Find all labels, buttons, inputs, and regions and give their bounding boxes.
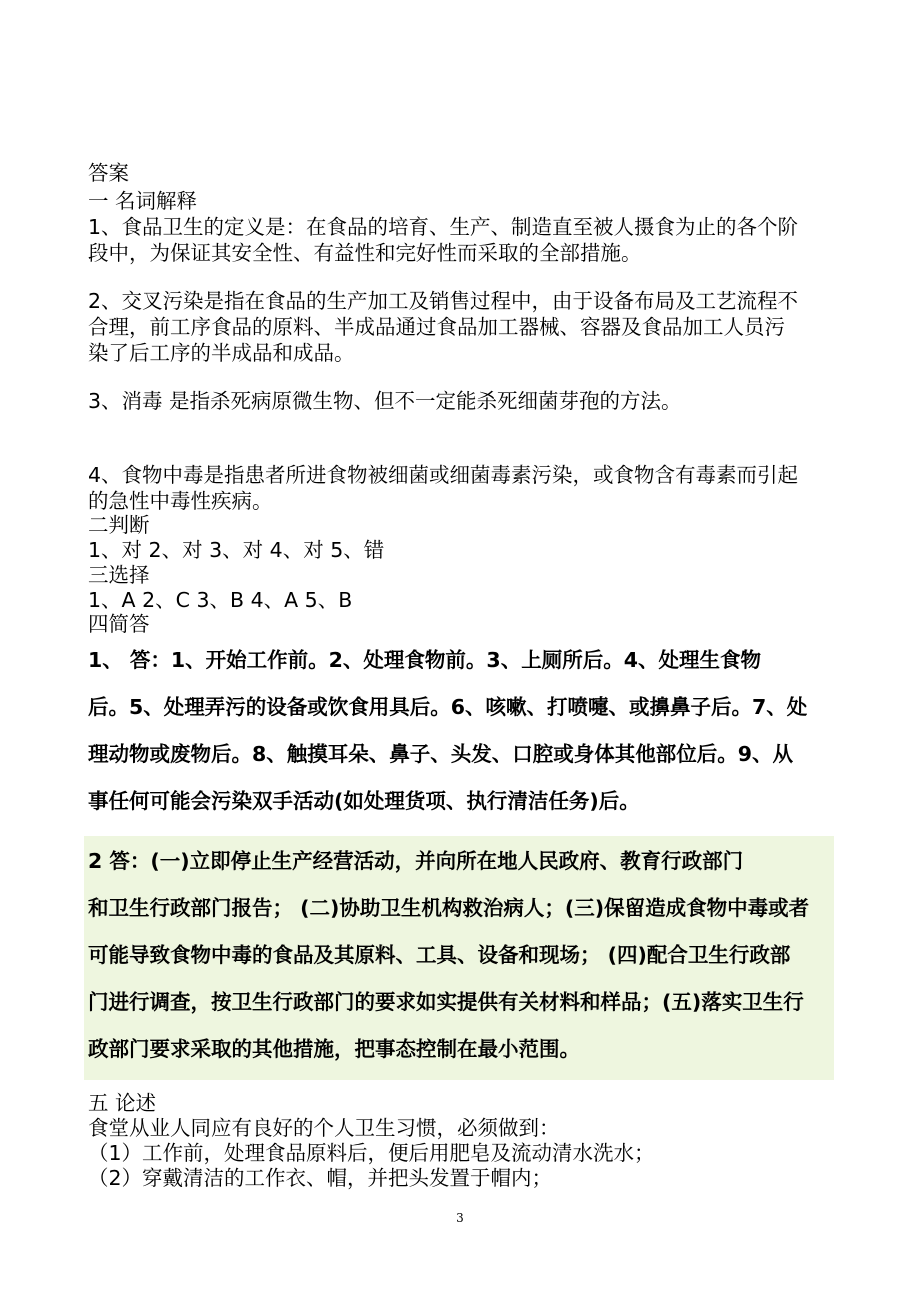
section-5-heading: 五 论述 bbox=[88, 1091, 157, 1115]
section-1-heading: 一 名词解释 bbox=[88, 189, 198, 213]
short-answer-2-line-5: 政部门要求采取的其他措施，把事态控制在最小范围。 bbox=[88, 1037, 580, 1061]
definition-1-line-2: 段中，为保证其安全性、有益性和完好性而采取的全部措施。 bbox=[88, 241, 642, 265]
section-3-heading: 三选择 bbox=[88, 563, 150, 587]
definition-2-line-3: 染了后工序的半成品和成品。 bbox=[88, 341, 355, 365]
short-answer-1-line-1: 1、 答：1、开始工作前。2、处理食物前。3、上厕所后。4、处理生食物 bbox=[88, 648, 761, 672]
definition-4-line-2: 的急性中毒性疾病。 bbox=[88, 489, 273, 513]
definition-2-line-1: 2、交叉污染是指在食品的生产加工及销售过程中，由于设备布局及工艺流程不 bbox=[88, 289, 799, 313]
short-answer-2-line-2: 和卫生行政部门报告； (二)协助卫生机构救治病人；(三)保留造成食物中毒或者 bbox=[88, 896, 810, 920]
definition-2-line-2: 合理，前工序食品的原料、半成品通过食品加工器械、容器及食品加工人员污 bbox=[88, 315, 785, 339]
essay-item-1: （1）工作前，处理食品原料后，便后用肥皂及流动清水洗水； bbox=[88, 1141, 655, 1165]
answers-title: 答案 bbox=[88, 161, 129, 185]
section-4-heading: 四简答 bbox=[88, 612, 150, 636]
short-answer-2-line-4: 门进行调查，按卫生行政部门的要求如实提供有关材料和样品；(五)落实卫生行 bbox=[88, 990, 804, 1014]
essay-intro: 食堂从业人同应有良好的个人卫生习惯，必须做到： bbox=[88, 1116, 560, 1140]
choice-answers: 1、A 2、C 3、B 4、A 5、B bbox=[88, 588, 353, 612]
definition-1-line-1: 1、食品卫生的定义是：在食品的培育、生产、制造直至被人摄食为止的各个阶 bbox=[88, 215, 799, 239]
short-answer-1-line-3: 理动物或废物后。8、触摸耳朵、鼻子、头发、口腔或身体其他部位后。9、从 bbox=[88, 742, 794, 766]
judgement-answers: 1、对 2、对 3、对 4、对 5、错 bbox=[88, 538, 385, 562]
essay-item-2: （2）穿戴清洁的工作衣、帽，并把头发置于帽内； bbox=[88, 1166, 553, 1190]
definition-3: 3、消毒 是指杀死病原微生物、但不一定能杀死细菌芽孢的方法。 bbox=[88, 389, 682, 413]
definition-4-line-1: 4、食物中毒是指患者所进食物被细菌或细菌毒素污染，或食物含有毒素而引起 bbox=[88, 463, 799, 487]
short-answer-2-line-3: 可能导致食物中毒的食品及其原料、工具、设备和现场； (四)配合卫生行政部 bbox=[88, 943, 791, 967]
short-answer-1-line-2: 后。5、处理弄污的设备或饮食用具后。6、咳嗽、打喷嚏、或擤鼻子后。7、处 bbox=[88, 695, 808, 719]
section-2-heading: 二判断 bbox=[88, 513, 150, 537]
short-answer-1-line-4: 事任何可能会污染双手活动(如处理货项、执行清洁任务)后。 bbox=[88, 789, 640, 813]
page-number: 3 bbox=[456, 1211, 464, 1225]
short-answer-2-line-1: 2 答：(一)立即停止生产经营活动，并向所在地人民政府、教育行政部门 bbox=[88, 849, 744, 873]
